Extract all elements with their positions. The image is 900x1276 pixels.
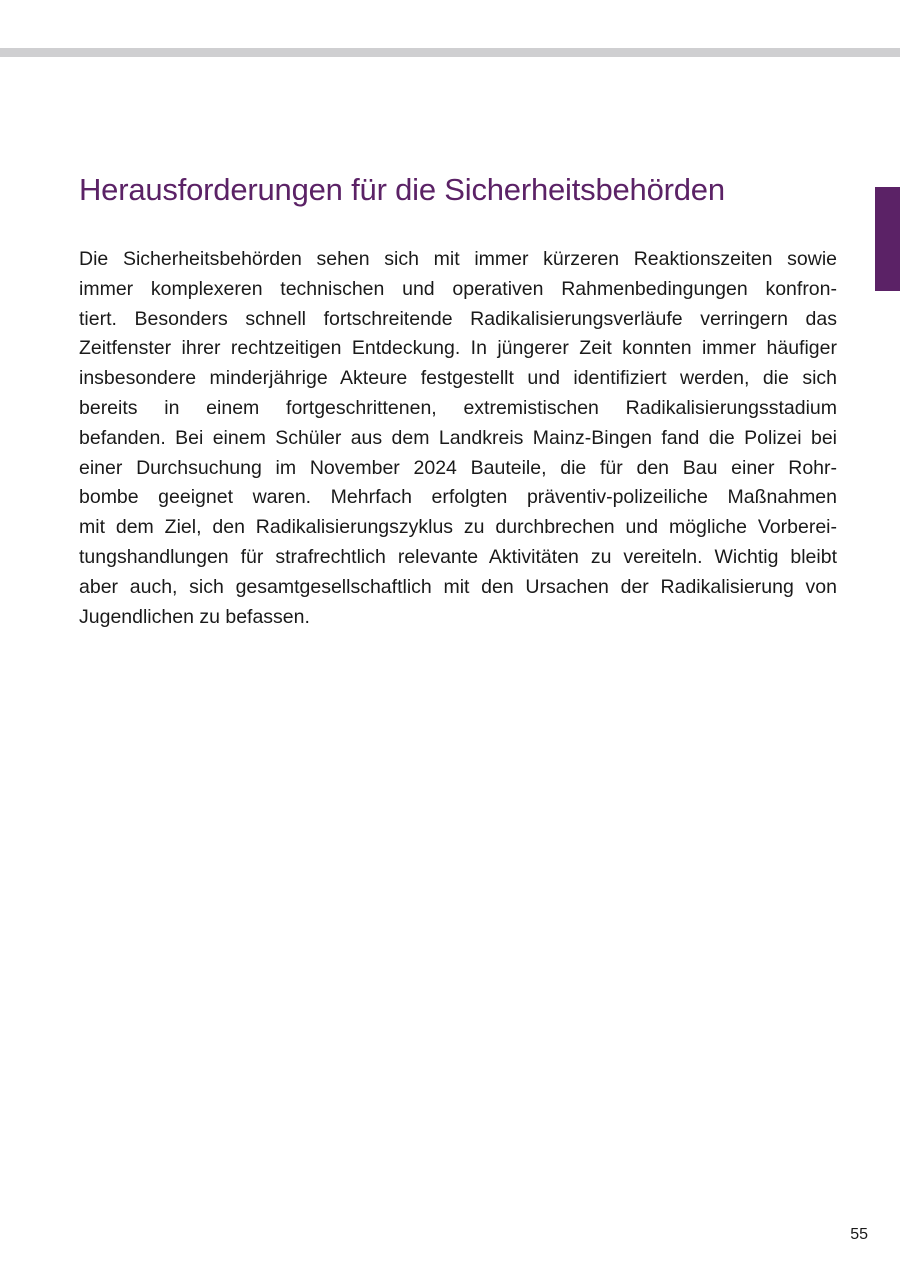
chapter-marker-tab [875, 187, 900, 291]
body-line: bereits in einem fortgeschrittenen, extremistischen Radikalisierungsstadium [79, 396, 837, 419]
body-line: insbesondere minderjährige Akteure festgestellt und identifiziert werden, die sich [79, 367, 837, 390]
body-line: tiert. Besonders schnell fortschreitende Radikalisierungsverläufe verringern das [79, 307, 837, 330]
body-line: Jugendlichen zu befassen. [79, 605, 310, 628]
body-paragraph [79, 245, 837, 632]
body-line: Die Sicherheitsbehörden sehen sich mit immer kürzeren Reaktionszeiten sowie [79, 248, 837, 270]
body-line: tungshandlungen für strafrechtlich relevante Aktivitäten zu vereiteln. Wichtig bleibt [79, 545, 837, 568]
body-line: mit dem Ziel, den Radikalisierungszyklus zu durchbrechen und mögliche Vorberei- [79, 516, 837, 539]
header-rule [0, 48, 900, 57]
page-number: 55 [850, 1226, 868, 1243]
body-line: Zeitfenster ihrer rechtzeitigen Entdeckung. In jüngerer Zeit konnten immer häufiger [79, 337, 837, 360]
body-line: einer Durchsuchung im November 2024 Bauteile, die für den Bau einer Rohr- [79, 456, 837, 479]
body-line: befanden. Bei einem Schüler aus dem Landkreis Mainz-Bingen fand die Polizei bei [79, 426, 837, 449]
section-heading: Herausforderungen für die Sicherheitsbehörden [79, 172, 725, 207]
body-line: aber auch, sich gesamtgesellschaftlich mit den Ursachen der Radikalisierung von [79, 575, 837, 598]
body-line: bombe geeignet waren. Mehrfach erfolgten präventiv-polizeiliche Maßnahmen [79, 486, 837, 509]
body-line: immer komplexeren technischen und operativen Rahmenbedingungen konfron- [79, 277, 837, 300]
page-content [79, 168, 837, 632]
